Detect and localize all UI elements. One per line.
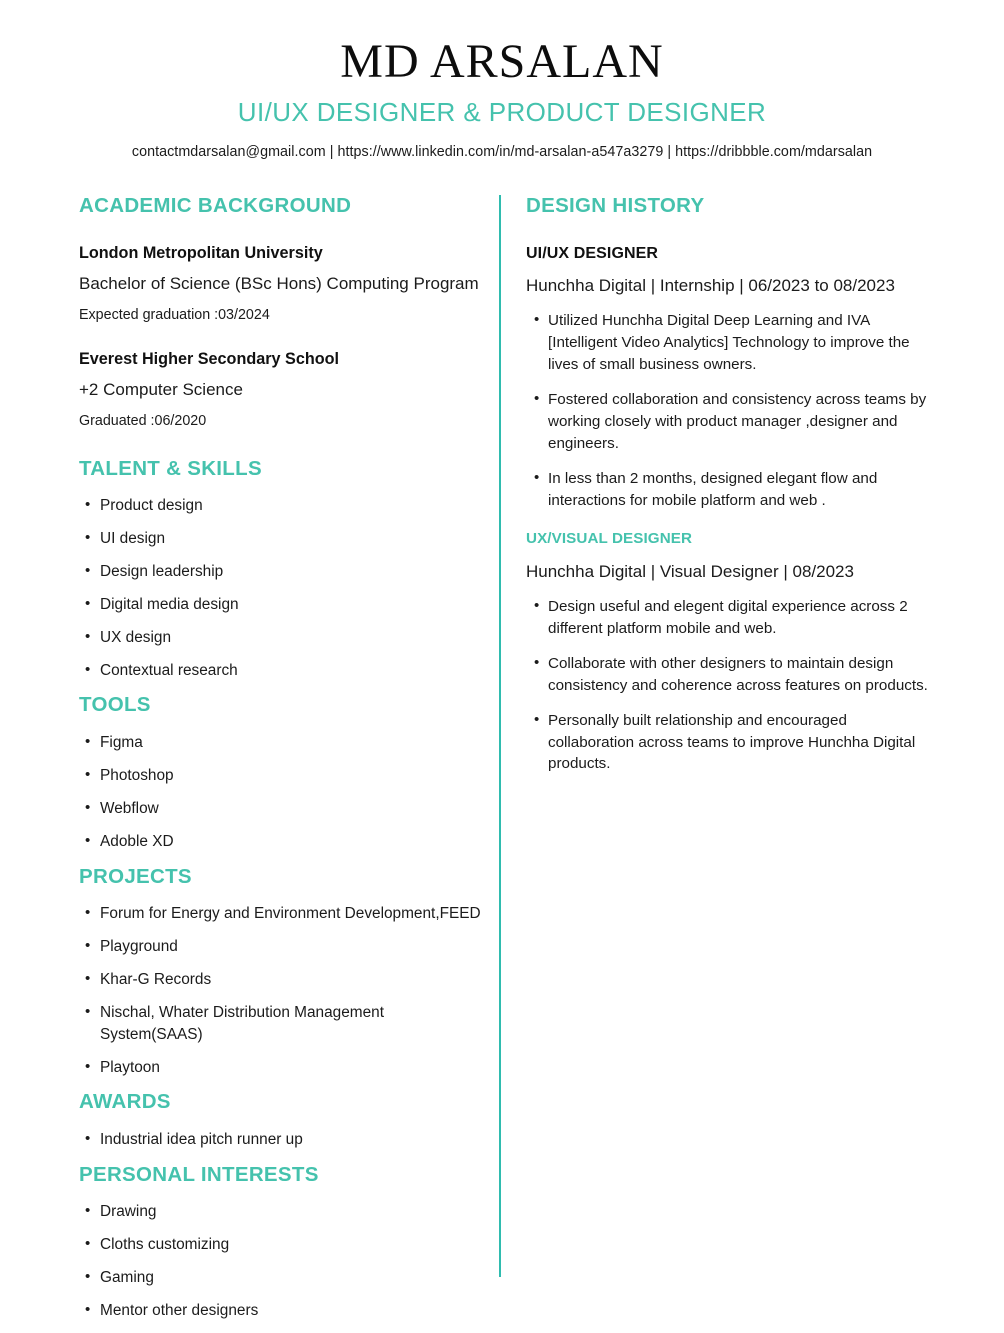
resume-header: [0, 0, 1004, 160]
column-divider: [499, 195, 501, 1277]
education-entry: [79, 243, 489, 325]
list-item: • Photoshop: [79, 765, 489, 787]
awards-list: [79, 1129, 489, 1151]
list-item: • Cloths customizing: [79, 1234, 489, 1256]
professional-subtitle: UI/UX DESIGNER & PRODUCT DESIGNER: [237, 96, 767, 127]
section-talent-skills: [79, 457, 489, 682]
section-projects: [79, 865, 489, 1079]
section-heading-personal-interests: PERSONAL INTERESTS: [79, 1162, 319, 1186]
job-meta: Hunchha Digital | Internship | 06/2023 to 08/2023: [526, 276, 895, 296]
education-institution: London Metropolitan University: [79, 243, 323, 262]
list-item: • Webflow: [79, 798, 489, 820]
job-entry: [526, 243, 934, 512]
education-entry: [79, 349, 489, 431]
page-title: MD ARSALAN: [340, 35, 664, 88]
list-item: • Collaborate with other designers to maintain design consistency and coherence across features on products.: [526, 653, 934, 697]
projects-list: [79, 903, 489, 1078]
list-item: • Product design: [79, 495, 489, 517]
job-entry: [526, 529, 934, 775]
education-degree: Bachelor of Science (BSc Hons) Computing Program: [79, 274, 479, 294]
education-degree: +2 Computer Science: [79, 380, 243, 400]
list-item: • Drawing: [79, 1201, 489, 1223]
right-column: [526, 194, 934, 788]
section-heading-tools: TOOLS: [79, 693, 151, 717]
list-item: • Digital media design: [79, 594, 489, 616]
left-column: [79, 194, 489, 1333]
list-item: • Contextual research: [79, 660, 489, 682]
list-item: • Adoble XD: [79, 831, 489, 853]
list-item: • Playtoon: [79, 1057, 489, 1079]
tools-list: [79, 732, 489, 853]
section-heading-design-history: DESIGN HISTORY: [526, 194, 705, 217]
list-item: • Forum for Energy and Environment Development,FEED: [79, 903, 489, 925]
list-item: • Utilized Hunchha Digital Deep Learning and IVA [Intelligent Video Analytics] Technology to improve the lives of small business owners.: [526, 310, 934, 376]
list-item: • Gaming: [79, 1267, 489, 1289]
list-item: • Mentor other designers: [79, 1300, 489, 1322]
education-institution: Everest Higher Secondary School: [79, 349, 339, 368]
education-date: Expected graduation :03/2024: [79, 306, 270, 323]
list-item: • Design useful and elegent digital experience across 2 different platform mobile and web.: [526, 596, 934, 640]
section-tools: [79, 693, 489, 852]
section-awards: [79, 1090, 489, 1150]
list-item: • Design leadership: [79, 561, 489, 583]
section-heading-awards: AWARDS: [79, 1090, 171, 1114]
job-bullets: [526, 310, 934, 511]
list-item: • UX design: [79, 627, 489, 649]
section-design-history: [526, 194, 934, 775]
list-item: • Figma: [79, 732, 489, 754]
job-title: UI/UX DESIGNER: [526, 244, 659, 262]
list-item: • Personally built relationship and encouraged collaboration across teams to improve Hunchha Digital products.: [526, 710, 934, 776]
list-item: • Fostered collaboration and consistency across teams by working closely with product manager ,designer and engineers.: [526, 389, 934, 455]
contact-line: contactmdarsalan@gmail.com | https://www.linkedin.com/in/md-arsalan-a547a3279 | https://dribbble.com/mdarsalan: [131, 143, 873, 160]
education-date: Graduated :06/2020: [79, 412, 207, 429]
talent-skills-list: [79, 495, 489, 681]
job-meta: Hunchha Digital | Visual Designer | 08/2023: [526, 561, 854, 581]
section-heading-projects: PROJECTS: [79, 864, 192, 888]
list-item: • Nischal, Whater Distribution Management System(SAAS): [79, 1002, 489, 1046]
personal-interests-list: [79, 1201, 489, 1322]
job-title: UX/VISUAL DESIGNER: [526, 530, 693, 548]
section-heading-academic: ACADEMIC BACKGROUND: [79, 194, 352, 217]
section-heading-talent-skills: TALENT & SKILLS: [79, 456, 262, 480]
list-item: • Khar-G Records: [79, 969, 489, 991]
job-bullets: [526, 596, 934, 775]
list-item: • Industrial idea pitch runner up: [79, 1129, 489, 1151]
list-item: • UI design: [79, 528, 489, 550]
section-personal-interests: [79, 1163, 489, 1322]
list-item: • In less than 2 months, designed elegant flow and interactions for mobile platform and web .: [526, 468, 934, 512]
section-academic-background: [79, 194, 489, 431]
list-item: • Playground: [79, 936, 489, 958]
